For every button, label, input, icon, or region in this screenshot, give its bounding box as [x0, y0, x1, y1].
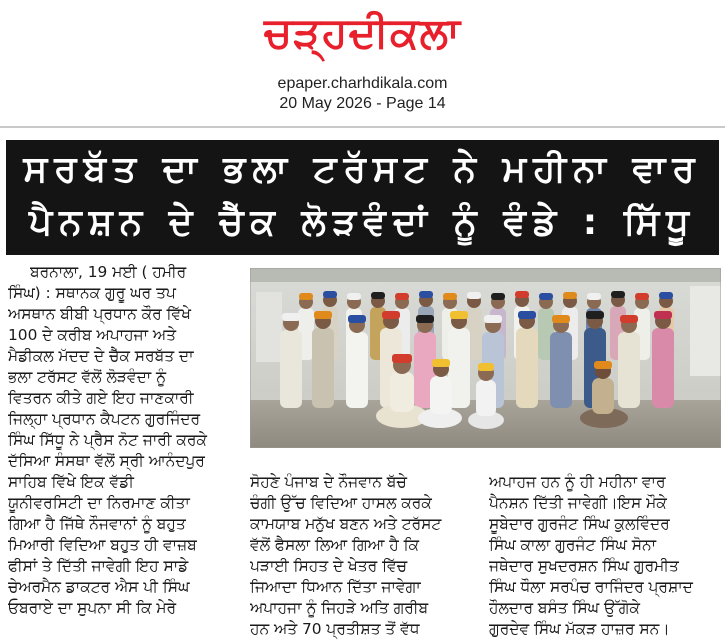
column-text-line: ਸੋਹਣੇ ਪੰਜਾਬ ਦੇ ਨੌਜਵਾਨ ਬੱਚੇ — [250, 473, 407, 491]
column-text-line: ਯੂਨੀਵਰਸਿਟੀ ਦਾ ਨਿਰਮਾਣ ਕੀਤਾ — [8, 494, 190, 512]
column-text-line: ਜਿਆਦਾ ਧਿਆਨ ਦਿੱਤਾ ਜਾਵੇਗਾ — [250, 578, 421, 596]
issue-dateline: 20 May 2026 - Page 14 — [279, 95, 446, 112]
column-text-line: ਸਿੰਘ ਧੌਲਾ ਸਰਪੰਚ ਰਾਜਿੰਦਰ ਪ੍ਰਸ਼ਾਦ — [489, 578, 693, 596]
site-url[interactable]: epaper.charhdikala.com — [277, 75, 448, 92]
article-headline — [6, 140, 719, 255]
column-text-line: ਅਪਾਹਜ ਹਨ ਨੂੰ ਹੀ ਮਹੀਨਾ ਵਾਰ — [489, 473, 666, 491]
column-text-line: ਜਿਲ੍ਹਾ ਪ੍ਰਧਾਨ ਕੈਪਟਨ ਗੁਰਜਿੰਦਰ — [8, 410, 201, 428]
column-text-line: ਚੰਗੀ ਉੱਚ ਵਿਦਿਆ ਹਾਸਲ ਕਰਕੇ — [250, 494, 432, 512]
column-text-line: ਸਿੰਘ ਕਾਲਾ ਗੁਰਜੰਟ ਸਿੰਘ ਸੋਨਾ — [489, 536, 657, 554]
column-text-line: ਜਥੇਦਾਰ ਸੁਖਦਰਸ਼ਨ ਸਿੰਘ ਗੁਰਮੀਤ — [489, 557, 679, 575]
column-text-line: ਸੂਬੇਦਾਰ ਗੁਰਜੰਟ ਸਿੰਘ ਕੁਲਵਿੰਦਰ — [489, 515, 670, 533]
headline-line: ਸਰਬੱਤ ਦਾ ਭਲਾ ਟਰੱਸਟ ਨੇ ਮਹੀਨਾ ਵਾਰ — [23, 149, 702, 190]
column-text-line: ਸਾਹਿਬ ਵਿੱਖੇ ਇਕ ਵੱਡੀ — [8, 473, 134, 491]
column-text-line: ਮਿਆਰੀ ਵਿਦਿਆ ਬਹੁਤ ਹੀ ਵਾਜ਼ਬ — [8, 536, 197, 554]
newspaper-logo: ਚੜ੍ਹਦੀਕਲਾ — [263, 8, 462, 57]
column-text-line: ਦੱਸਿਆ ਸੰਸਥਾ ਵੱਲੋਂ ਸ੍ਰੀ ਆਨੰਦਪੁਰ — [8, 452, 205, 470]
masthead — [0, 0, 725, 120]
column-text-line: ਹਨ ਅਤੇ 70 ਪ੍ਰਤੀਸ਼ਤ ਤੋਂ ਵੱਧ — [250, 620, 420, 638]
masthead-divider — [0, 126, 725, 128]
column-text-line: ਪੈਨਸ਼ਨ ਦਿੱਤੀ ਜਾਵੇਗੀ।ਇਸ ਮੌਕੇ — [489, 494, 667, 512]
column-text-line: ਭਲਾ ਟਰੱਸਟ ਵੱਲੋਂ ਲੋੜਵੰਦਾ ਨੂੰ — [8, 368, 167, 386]
column-text-line: ਸਿੰਘ) : ਸਥਾਨਕ ਗੁਰੂ ਘਰ ਤਪ — [8, 284, 176, 302]
group-photo-illustration — [250, 268, 721, 448]
column-text-line: ਵੱਲੋਂ ਫੈਸਲਾ ਲਿਆ ਗਿਆ ਹੈ ਕਿ — [250, 536, 420, 554]
column-text-line: ਗਿਆ ਹੈ ਜਿੱਥੇ ਨੌਜਵਾਨਾਂ ਨੂੰ ਬਹੁਤ — [8, 515, 186, 533]
article-column-left — [8, 262, 244, 632]
column-text-line: ਓਬਰਾਏ ਦਾ ਸੁਪਨਾ ਸੀ ਕਿ ਮੇਰੇ — [8, 599, 177, 617]
column-text-line: ਮੈਡੀਕਲ ਮੱਦਦ ਦੇ ਚੈੱਕ ਸਰਬੱਤ ਦਾ — [8, 347, 194, 365]
column-text-line: ਅਪਾਹਜਾ ਨੂੰ ਜਿਹੜੇ ਅਤਿ ਗਰੀਬ — [250, 599, 429, 617]
column-text-line: ਕਾਮਯਾਬ ਮਨੁੱਖ ਬਣਨ ਅਤੇ ਟਰੱਸਟ — [250, 515, 442, 533]
column-text-line: 100 ਦੇ ਕਰੀਬ ਅਪਾਹਜਾ ਅਤੇ — [8, 326, 176, 344]
column-text-line: ਸਿੰਘ ਸਿੱਧੂ ਨੇ ਪ੍ਰੈਸ ਨੋਟ ਜਾਰੀ ਕਰਕੇ — [8, 431, 207, 449]
column-text-line: ਫੀਸਾਂ ਤੇ ਦਿੱਤੀ ਜਾਵੇਗੀ ਇਹ ਸਾਡੇ — [8, 557, 189, 575]
column-text-line: ਅਸਥਾਨ ਬੀਬੀ ਪ੍ਰਧਾਨ ਕੌਰ ਵਿੱਖੇ — [8, 305, 191, 323]
column-text-line: ਚੇਅਰਮੈਨ ਡਾਕਟਰ ਐਸ ਪੀ ਸਿੰਘ — [8, 578, 190, 596]
news-photo — [250, 268, 721, 448]
column-text-line: ਬਰਨਾਲਾ, 19 ਮਈ ( ਹਮੀਰ — [30, 263, 187, 281]
column-text-line: ਵਿਤਰਨ ਕੀਤੇ ਗਏ ਇਹ ਜਾਣਕਾਰੀ — [8, 389, 194, 407]
column-text-line: ਪੜਾਈ ਸਿਹਤ ਦੇ ਖੇਤਰ ਵਿੱਚ — [250, 557, 408, 575]
column-text-line: ਗੁਰਦੇਵ ਸਿੰਘ ਮੱਕੜ ਹਾਜ਼ਰ ਸਨ। — [489, 620, 670, 638]
article-column-right — [489, 472, 721, 640]
column-text-line: ਹੌਲਦਾਰ ਬਸੰਤ ਸਿੰਘ ਉੱਗੋਕੇ — [489, 599, 640, 617]
headline-line: ਪੈਨਸ਼ਨ ਦੇ ਚੈੱਕ ਲੋੜਵੰਦਾਂ ਨੂੰ ਵੰਡੇ : ਸਿੱਧੂ — [29, 202, 696, 243]
article-column-middle — [250, 472, 485, 640]
